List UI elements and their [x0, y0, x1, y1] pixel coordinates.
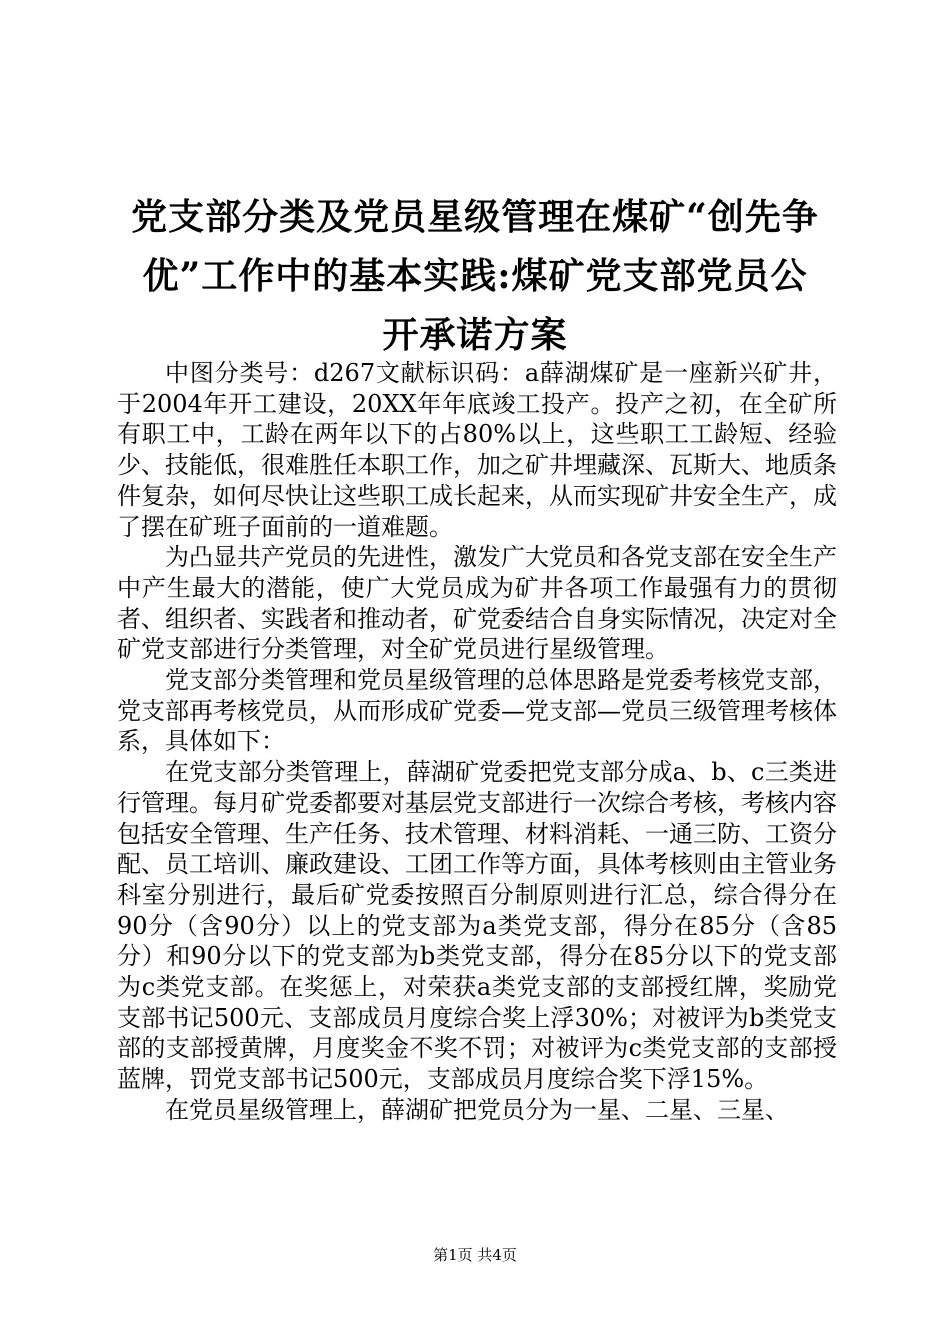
- paragraph-2: 为凸显共产党员的先进性，激发广大党员和各党支部在安全生产中产生最大的潜能，使广大党员成为矿井各项工作最强有力的贯彻者、组织者、实践者和推动者，矿党委结合自身实际情况，决定对全矿党支部进行分类管理，对全矿党员进行星级管理。: [117, 543, 837, 664]
- paragraph-5: 在党员星级管理上，薛湖矿把党员分为一星、二星、三星、: [165, 1095, 789, 1124]
- paragraph-4: 在党支部分类管理上，薛湖矿党委把党支部分成a、b、c三类进行管理。每月矿党委都要对基层党支部进行一次综合考核，考核内容包括安全管理、生产任务、技术管理、材料消耗、一通三防、工资分配、员工培训、廉政建设、工团工作等方面，具体考核则由主管业务科室分别进行，最后矿党委按照百分制原则进行汇总，综合得分在90分（含90分）以上的党支部为a类党支部，得分在85分（含85分）和90分以下的党支部为b类党支部，得分在85分以下的党支部为c类党支部。在奖惩上，对荣获a类党支部的支部授红牌，奖励党支部书记500元、支部成员月度综合奖上浮30%；对被评为b类党支部的支部授黄牌，月度奖金不奖不罚；对被评为c类党支部的支部授蓝牌，罚党支部书记500元，支部成员月度综合奖下浮15%。: [117, 758, 837, 1094]
- paragraph-1: 中图分类号：d267文献标识码：a薛湖煤矿是一座新兴矿井，于2004年开工建设，20XX年年底竣工投产。投产之初，在全矿所有职工中，工龄在两年以下的占80%以上，这些职工工龄短、经验少、技能低，很难胜任本职工作，加之矿井埋藏深、瓦斯大、地质条件复杂，如何尽快让这些职工成长起来，从而实现矿井安全生产，成了摆在矿班子面前的一道难题。: [117, 359, 837, 541]
- page-footer: 第1页 共4页: [433, 1246, 517, 1264]
- paragraph-3: 党支部分类管理和党员星级管理的总体思路是党委考核党支部，党支部再考核党员，从而形成矿党委—党支部—党员三级管理考核体系，具体如下：: [117, 666, 837, 756]
- document-body: [117, 358, 837, 1126]
- document-title: 党支部分类及党员星级管理在煤矿“创先争优”工作中的基本实践:煤矿党支部党员公开承诺方案: [131, 196, 819, 356]
